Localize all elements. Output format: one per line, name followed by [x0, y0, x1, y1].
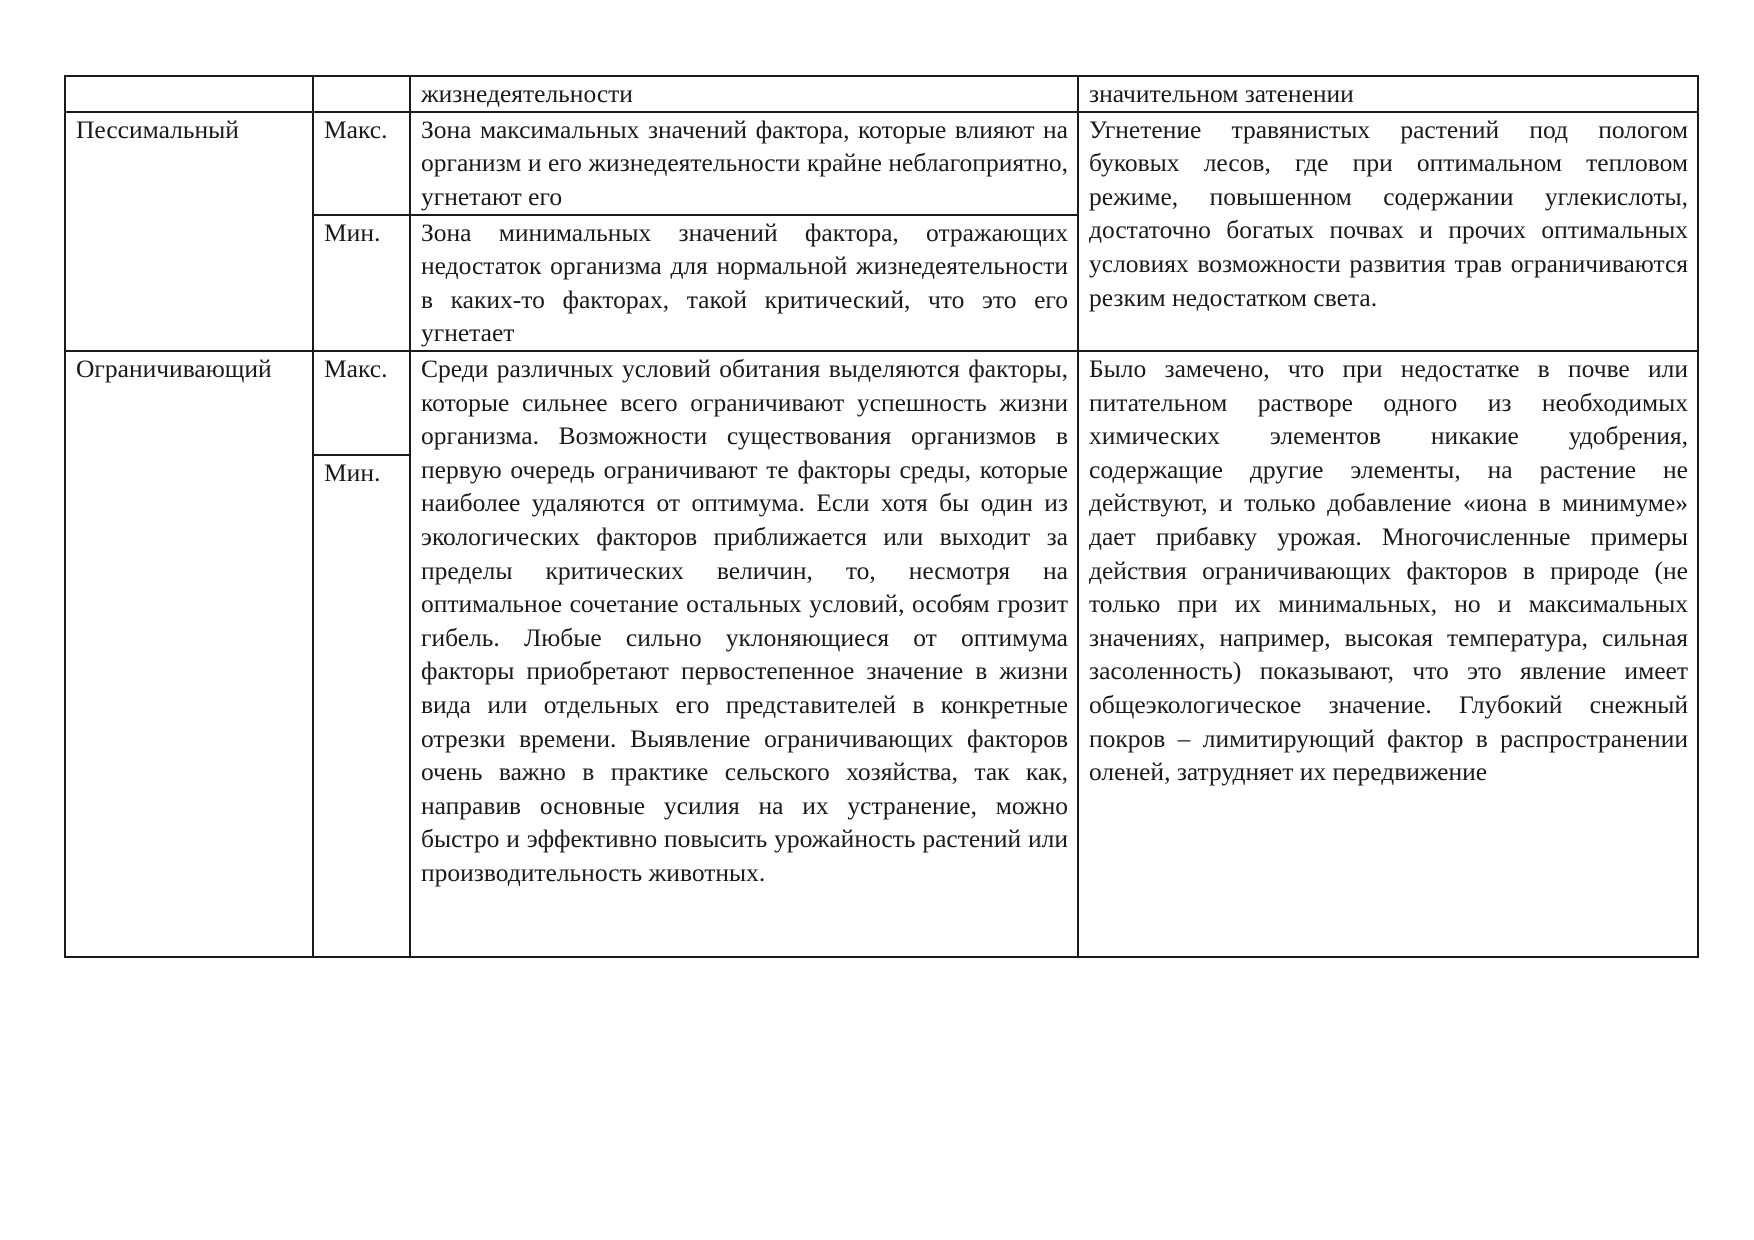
description-cell-pessimal-max: Зона максимальных значений фактора, которые влияют на организм и его жизнедеятельности крайне неблагоприятно, угнетают его: [410, 112, 1078, 215]
level-cell-max: Макс.: [313, 351, 410, 455]
factor-cell-limiting: Ограничивающий: [65, 351, 313, 957]
level-cell: [313, 76, 410, 112]
level-cell-min: Мин.: [313, 215, 410, 351]
example-cell: значительном затенении: [1078, 76, 1698, 112]
description-cell-pessimal-min: Зона минимальных значений фактора, отражающих недостаток организма для нормальной жизнедеятельности в каких-то факторах, такой критический, что это его угнетает: [410, 215, 1078, 351]
table-row-pessimal-max: [65, 112, 1698, 215]
description-cell: жизнедеятельности: [410, 76, 1078, 112]
table-row-limiting-max: [65, 351, 1698, 455]
description-cell-limiting: Среди различных условий обитания выделяются факторы, которые сильнее всего ограничивают успешность жизни организма. Возможности существования организмов в первую очередь ограничивают те факторы среды, которые наиболее удаляются от оптимума. Если хотя бы один из экологических факторов приближается или выходит за пределы критических величин, то, несмотря на оптимальное сочетание остальных условий, особям грозит гибель. Любые сильно уклоняющиеся от оптимума факторы приобретают первостепенное значение в жизни вида или отдельных его представителей в конкретные отрезки времени. Выявление ограничивающих факторов очень важно в практике сельского хозяйства, так как, направив основные усилия на их устранение, можно быстро и эффективно повысить урожайность растений или производительность животных.: [410, 351, 1078, 957]
example-cell-pessimal: Угнетение травянистых растений под пологом буковых лесов, где при оптимальном тепловом режиме, повышенном содержании углекислоты, достаточно богатых почвах и прочих оптимальных условиях возможности развития трав ограничиваются резким недостатком света.: [1078, 112, 1698, 351]
level-cell-max: Макс.: [313, 112, 410, 215]
level-cell-min: Мин.: [313, 455, 410, 957]
factor-cell: [65, 76, 313, 112]
example-cell-limiting: Было замечено, что при недостатке в почве или питательном растворе одного из необходимых химических элементов никакие удобрения, содержащие другие элементы, на растение не действуют, и только добавление «иона в минимуме» дает прибавку урожая. Многочисленные примеры действия ограничивающих факторов в природе (не только при их минимальных, но и максимальных значениях, например, высокая температура, сильная засоленность) показывают, что это явление имеет общеэкологическое значение. Глубокий снежный покров – лимитирующий фактор в распространении оленей, затрудняет их передвижение: [1078, 351, 1698, 957]
ecological-factors-table: [64, 75, 1699, 958]
table-row-continuation: [65, 76, 1698, 112]
factor-cell-pessimal: Пессимальный: [65, 112, 313, 351]
